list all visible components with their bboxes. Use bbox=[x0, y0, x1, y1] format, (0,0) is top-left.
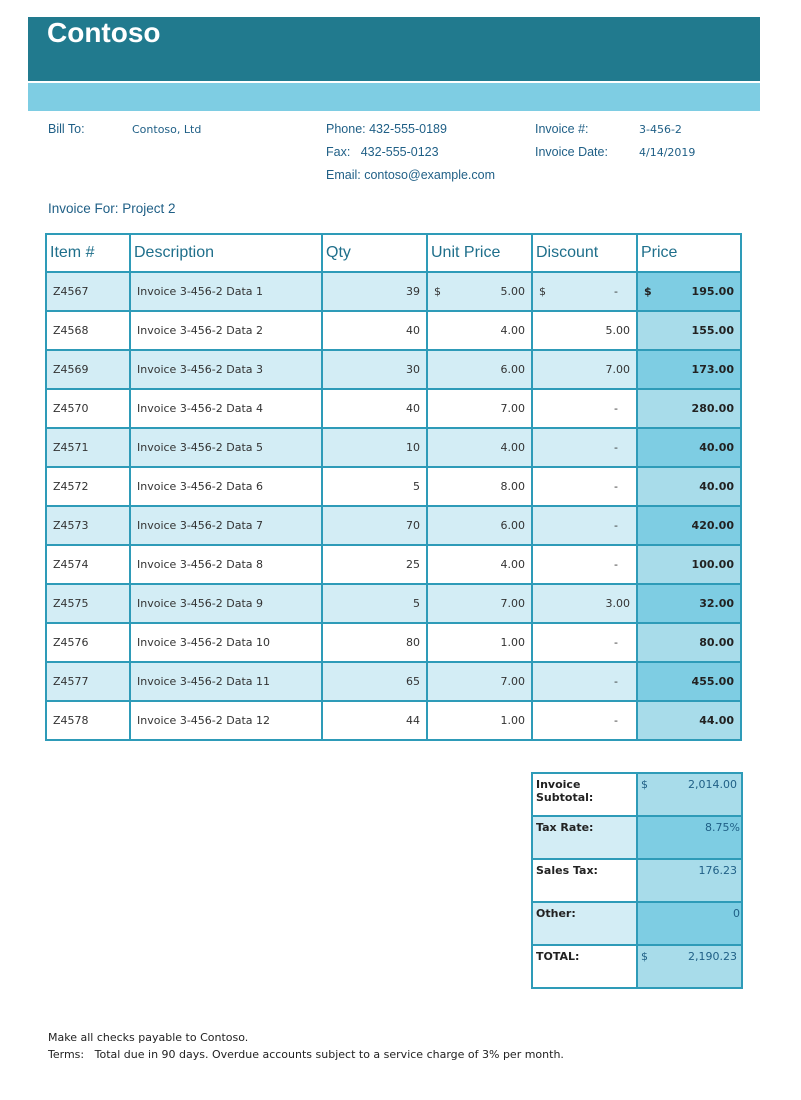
total-label: TOTAL: bbox=[532, 945, 637, 988]
item-unit-price: 4.00 bbox=[427, 545, 532, 584]
terms-label: Terms: bbox=[48, 1048, 85, 1061]
item-discount: - bbox=[532, 467, 637, 506]
header-qty: Qty bbox=[322, 234, 427, 272]
table-row bbox=[46, 389, 741, 428]
table-header-row bbox=[46, 234, 741, 272]
email-line bbox=[326, 168, 495, 182]
tax-rate-value: 8.75% bbox=[637, 816, 742, 859]
tax-rate-row bbox=[532, 816, 742, 859]
total-row bbox=[532, 945, 742, 988]
table-row bbox=[46, 545, 741, 584]
item-number: Z4568 bbox=[46, 311, 130, 350]
invoice-number-value: 3-456-2 bbox=[639, 123, 682, 136]
header-price: Price bbox=[637, 234, 741, 272]
item-unit-price: 8.00 bbox=[427, 467, 532, 506]
header-description: Description bbox=[130, 234, 322, 272]
item-unit-price: 6.00 bbox=[427, 350, 532, 389]
item-qty: 80 bbox=[322, 623, 427, 662]
currency-symbol: $ bbox=[641, 778, 648, 791]
item-price: 40.00 bbox=[637, 467, 741, 506]
item-price: 195.00 bbox=[691, 285, 734, 298]
item-description: Invoice 3-456-2 Data 10 bbox=[130, 623, 322, 662]
item-unit-price: 4.00 bbox=[427, 428, 532, 467]
item-number: Z4571 bbox=[46, 428, 130, 467]
item-unit-price: 6.00 bbox=[427, 506, 532, 545]
item-number: Z4576 bbox=[46, 623, 130, 662]
item-price: 32.00 bbox=[637, 584, 741, 623]
table-row bbox=[46, 506, 741, 545]
item-discount: 5.00 bbox=[532, 311, 637, 350]
header-unit-price: Unit Price bbox=[427, 234, 532, 272]
item-qty: 10 bbox=[322, 428, 427, 467]
item-price: 420.00 bbox=[637, 506, 741, 545]
item-price: 80.00 bbox=[637, 623, 741, 662]
item-unit-price: 4.00 bbox=[427, 311, 532, 350]
table-row bbox=[46, 428, 741, 467]
item-discount: - bbox=[532, 389, 637, 428]
item-price: 40.00 bbox=[637, 428, 741, 467]
item-qty: 5 bbox=[322, 467, 427, 506]
item-price: 173.00 bbox=[637, 350, 741, 389]
subtotal-label: Invoice Subtotal: bbox=[532, 773, 637, 816]
invoice-date-value: 4/14/2019 bbox=[639, 146, 696, 159]
bill-to-value: Contoso, Ltd bbox=[132, 123, 202, 136]
item-number: Z4569 bbox=[46, 350, 130, 389]
item-qty: 39 bbox=[322, 272, 427, 311]
fax-value: 432-555-0123 bbox=[360, 145, 439, 159]
item-discount: - bbox=[532, 701, 637, 740]
item-number: Z4570 bbox=[46, 389, 130, 428]
phone-value: 432-555-0189 bbox=[369, 122, 447, 136]
invoice-for: Invoice For: Project 2 bbox=[48, 201, 176, 216]
checks-note: Make all checks payable to Contoso. bbox=[48, 1031, 249, 1044]
item-description: Invoice 3-456-2 Data 5 bbox=[130, 428, 322, 467]
item-discount: - bbox=[614, 285, 618, 298]
table-row bbox=[46, 584, 741, 623]
table-row bbox=[46, 311, 741, 350]
invoice-number-label: Invoice #: bbox=[535, 122, 589, 136]
item-qty: 30 bbox=[322, 350, 427, 389]
item-number: Z4577 bbox=[46, 662, 130, 701]
item-price: 155.00 bbox=[637, 311, 741, 350]
item-discount: - bbox=[532, 662, 637, 701]
item-discount: 7.00 bbox=[532, 350, 637, 389]
currency-symbol: $ bbox=[434, 285, 441, 298]
item-qty: 5 bbox=[322, 584, 427, 623]
item-price: 455.00 bbox=[637, 662, 741, 701]
email-value: contoso@example.com bbox=[364, 168, 496, 182]
terms-line bbox=[48, 1048, 564, 1061]
header-item: Item # bbox=[46, 234, 130, 272]
item-qty: 70 bbox=[322, 506, 427, 545]
item-unit-price: 1.00 bbox=[427, 701, 532, 740]
other-value: 0 bbox=[637, 902, 742, 945]
item-discount: - bbox=[532, 428, 637, 467]
item-number: Z4567 bbox=[46, 272, 130, 311]
header-subband bbox=[28, 83, 760, 111]
item-number: Z4572 bbox=[46, 467, 130, 506]
currency-symbol: $ bbox=[644, 285, 652, 298]
other-row bbox=[532, 902, 742, 945]
item-qty: 25 bbox=[322, 545, 427, 584]
item-number: Z4573 bbox=[46, 506, 130, 545]
table-row bbox=[46, 467, 741, 506]
header-discount: Discount bbox=[532, 234, 637, 272]
email-label: Email: bbox=[326, 168, 361, 182]
item-qty: 40 bbox=[322, 389, 427, 428]
item-description: Invoice 3-456-2 Data 1 bbox=[130, 272, 322, 311]
item-unit-price: 7.00 bbox=[427, 584, 532, 623]
item-description: Invoice 3-456-2 Data 3 bbox=[130, 350, 322, 389]
item-price: 280.00 bbox=[637, 389, 741, 428]
item-number: Z4575 bbox=[46, 584, 130, 623]
line-items-table bbox=[45, 233, 742, 741]
fax-line bbox=[326, 145, 439, 159]
invoice-date-label: Invoice Date: bbox=[535, 145, 608, 159]
item-qty: 44 bbox=[322, 701, 427, 740]
item-unit-price: 7.00 bbox=[427, 389, 532, 428]
sales-tax-value: 176.23 bbox=[637, 859, 742, 902]
company-name: Contoso bbox=[47, 17, 161, 48]
sales-tax-row bbox=[532, 859, 742, 902]
item-price: 100.00 bbox=[637, 545, 741, 584]
bill-to-label: Bill To: bbox=[48, 122, 85, 136]
item-discount: - bbox=[532, 623, 637, 662]
table-row bbox=[46, 662, 741, 701]
terms-text: Total due in 90 days. Overdue accounts subject to a service charge of 3% per month. bbox=[94, 1048, 564, 1061]
totals-table bbox=[531, 772, 743, 989]
item-description: Invoice 3-456-2 Data 12 bbox=[130, 701, 322, 740]
item-description: Invoice 3-456-2 Data 11 bbox=[130, 662, 322, 701]
item-description: Invoice 3-456-2 Data 4 bbox=[130, 389, 322, 428]
currency-symbol: $ bbox=[539, 285, 546, 298]
phone-label: Phone: bbox=[326, 122, 366, 136]
item-description: Invoice 3-456-2 Data 7 bbox=[130, 506, 322, 545]
item-description: Invoice 3-456-2 Data 2 bbox=[130, 311, 322, 350]
item-description: Invoice 3-456-2 Data 9 bbox=[130, 584, 322, 623]
item-description: Invoice 3-456-2 Data 6 bbox=[130, 467, 322, 506]
item-discount: - bbox=[532, 545, 637, 584]
table-row bbox=[46, 623, 741, 662]
phone-line bbox=[326, 122, 447, 136]
item-qty: 65 bbox=[322, 662, 427, 701]
table-row bbox=[46, 701, 741, 740]
item-description: Invoice 3-456-2 Data 8 bbox=[130, 545, 322, 584]
table-row bbox=[46, 272, 741, 311]
currency-symbol: $ bbox=[641, 950, 648, 963]
sales-tax-label: Sales Tax: bbox=[532, 859, 637, 902]
subtotal-row bbox=[532, 773, 742, 816]
item-discount: - bbox=[532, 506, 637, 545]
table-row bbox=[46, 350, 741, 389]
item-unit-price: 7.00 bbox=[427, 662, 532, 701]
item-number: Z4578 bbox=[46, 701, 130, 740]
total-value: 2,190.23 bbox=[688, 950, 737, 963]
item-discount: 3.00 bbox=[532, 584, 637, 623]
fax-label: Fax: bbox=[326, 145, 351, 159]
item-unit-price: 1.00 bbox=[427, 623, 532, 662]
item-number: Z4574 bbox=[46, 545, 130, 584]
item-qty: 40 bbox=[322, 311, 427, 350]
tax-rate-label: Tax Rate: bbox=[532, 816, 637, 859]
item-unit-price: 5.00 bbox=[500, 285, 525, 298]
item-price: 44.00 bbox=[637, 701, 741, 740]
other-label: Other: bbox=[532, 902, 637, 945]
subtotal-value: 2,014.00 bbox=[688, 778, 737, 791]
